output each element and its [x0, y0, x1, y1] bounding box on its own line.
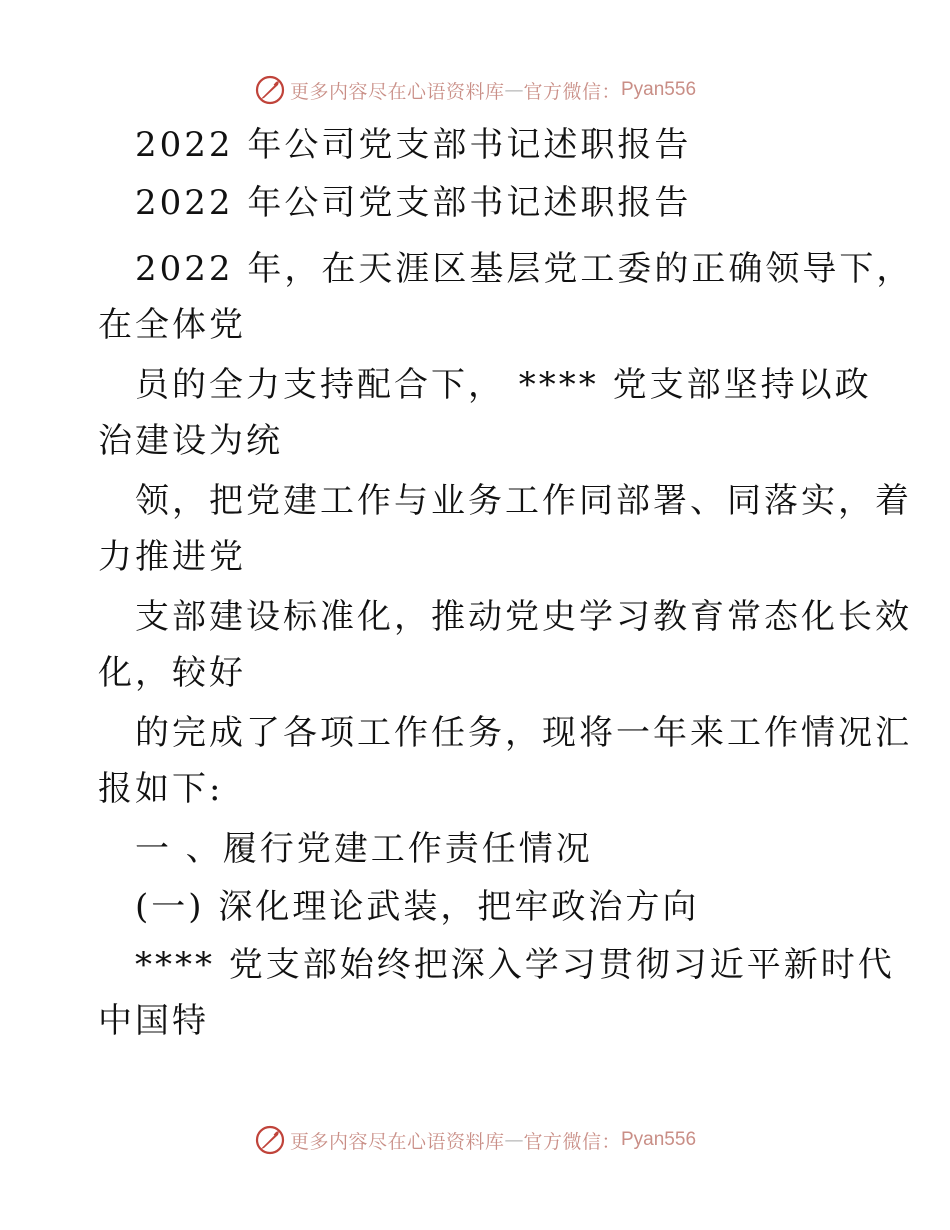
doc-text-line: 报如下:	[98, 769, 224, 809]
watermark-text: 更多内容尽在心语资料库	[289, 1130, 505, 1153]
watermark-account: Pyan556	[621, 1129, 697, 1150]
watermark-label: 官方微信：	[523, 1130, 621, 1153]
subsection-heading: (一) 深化理论武装，把牢政治方向	[135, 887, 700, 927]
watermark-text: 更多内容尽在心语资料库	[289, 80, 505, 103]
doc-title-line: 2022 年公司党支部书记述职报告	[135, 183, 692, 223]
doc-text-line: 的完成了各项工作任务，现将一年来工作情况汇	[135, 713, 912, 753]
doc-text-line: 2022 年，在天涯区基层党工委的正确领导下，	[135, 249, 914, 289]
doc-text-line: 领，把党建工作与业务工作同部署、同落实，着	[135, 481, 912, 521]
feather-pen-icon	[254, 74, 286, 106]
feather-pen-icon	[254, 1124, 286, 1156]
watermark-separator: —	[504, 79, 524, 101]
doc-text-line: 中国特	[98, 1001, 209, 1041]
watermark-separator: —	[504, 1129, 524, 1151]
doc-text-line: 力推进党	[98, 537, 246, 577]
doc-text-line: 支部建设标准化，推动党史学习教育常态化长效	[135, 597, 912, 637]
doc-title-line: 2022 年公司党支部书记述职报告	[135, 125, 692, 165]
watermark-banner-top	[0, 70, 950, 110]
watermark-banner-bottom	[0, 1120, 950, 1160]
watermark-label: 官方微信：	[523, 80, 621, 103]
doc-text-line: 治建设为统	[98, 421, 283, 461]
doc-text-line: 化，较好	[98, 653, 246, 693]
watermark-account: Pyan556	[621, 79, 697, 100]
section-heading: 一 、履行党建工作责任情况	[135, 829, 593, 869]
doc-text-line: 在全体党	[98, 305, 246, 345]
doc-text-line: 员的全力支持配合下， **** 党支部坚持以政	[135, 365, 872, 405]
doc-text-line: **** 党支部始终把深入学习贯彻习近平新时代	[135, 945, 895, 985]
